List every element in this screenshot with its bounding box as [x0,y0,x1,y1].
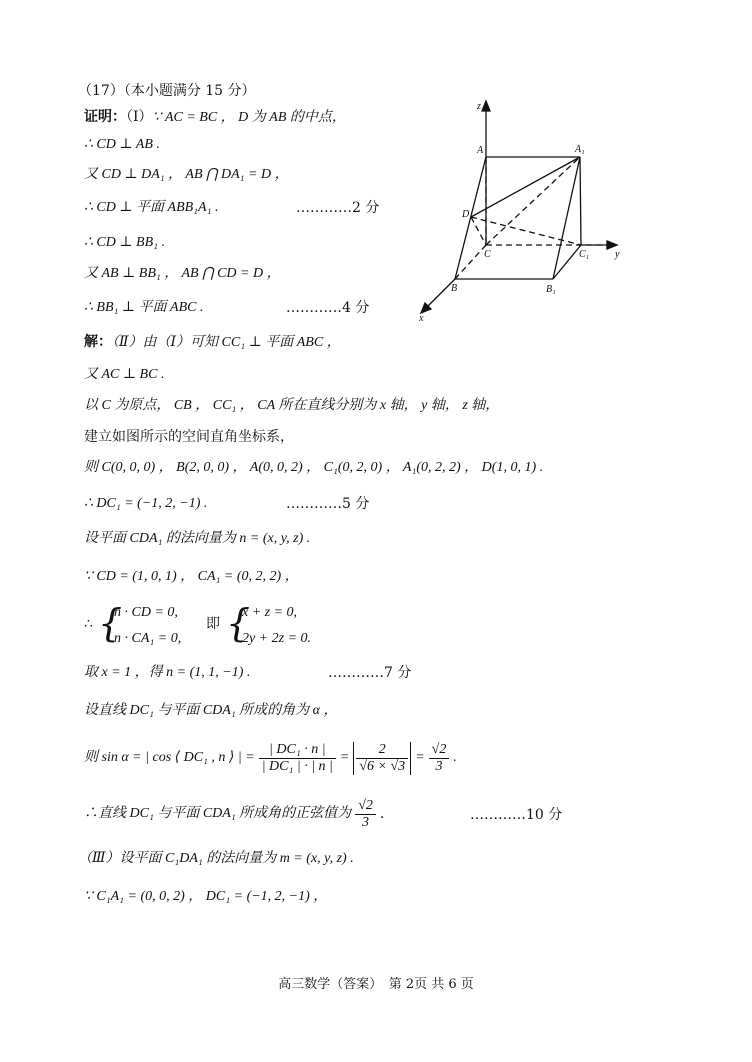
solution-line-3: 以 C 为原点， CB ， CC₁ ， CA 所在直线分别为 x 轴， y 轴， z 轴， [84,398,500,413]
system-left-2: n · CA₁ = 0, [114,631,182,646]
proof-text-1: ∵ AC = BC ， D 为 AB 的中点， [152,110,346,125]
solution-line-10: 设直线 DC₁ 与平面 CDA₁ 所成的角为 α ， [84,703,338,718]
label-y: y [615,249,620,260]
fraction-2: $\frac{2}{√6 \times √3}$ [353,742,411,775]
label-D: D [462,209,470,220]
solution-line-6: ∴ DC₁ = (−1, 2, −1) . [84,496,208,511]
solution-line-2: 又 AC ⊥ BC . [84,367,165,382]
solution-line-5: 则 C(0, 0, 0) ， B(2, 0, 0) ， A(0, 0, 2) ， C₁(0, 2, 0) ， A₁(0, 2, 2) ， D(1, 0, 1) . [84,460,544,475]
fraction-3: $\frac{√2}{3}$ [429,742,450,775]
solution-line-8: ∵ CD = (1, 0, 1) ， CA₁ = (0, 2, 2) ， [84,569,299,584]
solution-line-13: （Ⅲ）设平面 C₁DA₁ 的法向量为 m = (x, y, z) . [78,851,354,866]
solution-line-11: 则 sin α = | cos ⟨ DC₁ , n ⟩ | = $\frac{\text{| DC₁ · n |}}{\text{| DC₁ | · | n |}}$ = $\frac{2}{√6 \times √3}$ = $\frac{√2}{3}$ . [84,741,457,774]
proof-line-6: 又 AB ⊥ BB₁ ， AB ⋂ CD = D ， [84,266,281,281]
proof-line-1 [84,108,346,127]
label-A: A [477,145,484,156]
page-footer: 高三数学（答案） 第 2页 共 6 页 [278,977,474,992]
proof-line-3: 又 CD ⊥ DA₁ ， AB ⋂ DA₁ = D ， [84,167,289,182]
solution-line-7: 设平面 CDA₁ 的法向量为 n = (x, y, z) . [84,531,311,546]
label-x: x [419,313,424,324]
fraction-4: $\frac{√2}{3}$ [355,798,376,831]
solution-label: 解： [84,334,112,350]
label-A1: A₁ [575,144,585,155]
solution-line-9: 取 x = 1 ，得 n = (1, 1, −1) . [84,665,251,680]
z-arrow [482,101,490,111]
part1-mark: （Ⅰ） [126,109,153,125]
proof-line-7: ∴ BB₁ ⊥ 平面 ABC . [84,300,204,315]
label-C: C [484,249,491,260]
system-right-1: x + z = 0, [242,605,298,620]
label-B: B [451,283,458,294]
solution-score-5: …………5 分 [286,496,370,512]
solution-text-1: （Ⅱ）由（Ⅰ）可知 CC₁ ⊥ 平面 ABC ， [112,335,341,350]
problem-number: （17） [78,83,124,99]
sine-value-text: ∴直线 DC₁ 与平面 CDA₁ 所成角的正弦值为 [84,806,352,821]
proof-score-2: …………2 分 [296,200,380,216]
coordinate-figure [415,95,635,325]
solution-score-7: …………7 分 [328,665,412,681]
solution-line-14: ∵ C₁A₁ = (0, 0, 2) ， DC₁ = (−1, 2, −1) ， [84,889,328,904]
system-left-1: n · CD = 0, [114,605,178,620]
problem-header [78,82,256,100]
solution-line-12: ∴直线 DC₁ 与平面 CDA₁ 所成角的正弦值为 $\frac{√2}{3}$ . [84,797,385,830]
y-arrow [607,241,617,249]
proof-label: 证明： [84,109,126,125]
solution-line-4: 建立如图所示的空间直角坐标系， [84,429,294,445]
problem-score-note: （本小题满分 15 分） [123,83,256,99]
system-right-2: 2y + 2z = 0. [242,631,312,646]
solution-line-1 [84,333,341,352]
label-B1: B₁ [546,284,556,295]
proof-score-4: …………4 分 [286,300,370,316]
sin-alpha-prefix: 则 sin α = | cos ⟨ DC₁ , n ⟩ | = [84,750,255,765]
proof-line-2: ∴ CD ⊥ AB . [84,137,160,152]
system-mid: 即 [206,617,220,632]
proof-line-5: ∴ CD ⊥ BB₁ . [84,235,165,250]
fraction-1: $\frac{\text{| DC₁ · n |}}{\text{| DC₁ | · | n |}}$ [259,742,336,775]
proof-line-4: ∴ CD ⊥ 平面 ABB₁A₁ . [84,200,219,215]
label-z: z [477,101,481,112]
label-C1: C₁ [579,249,590,260]
solution-score-10: …………10 分 [470,807,563,823]
